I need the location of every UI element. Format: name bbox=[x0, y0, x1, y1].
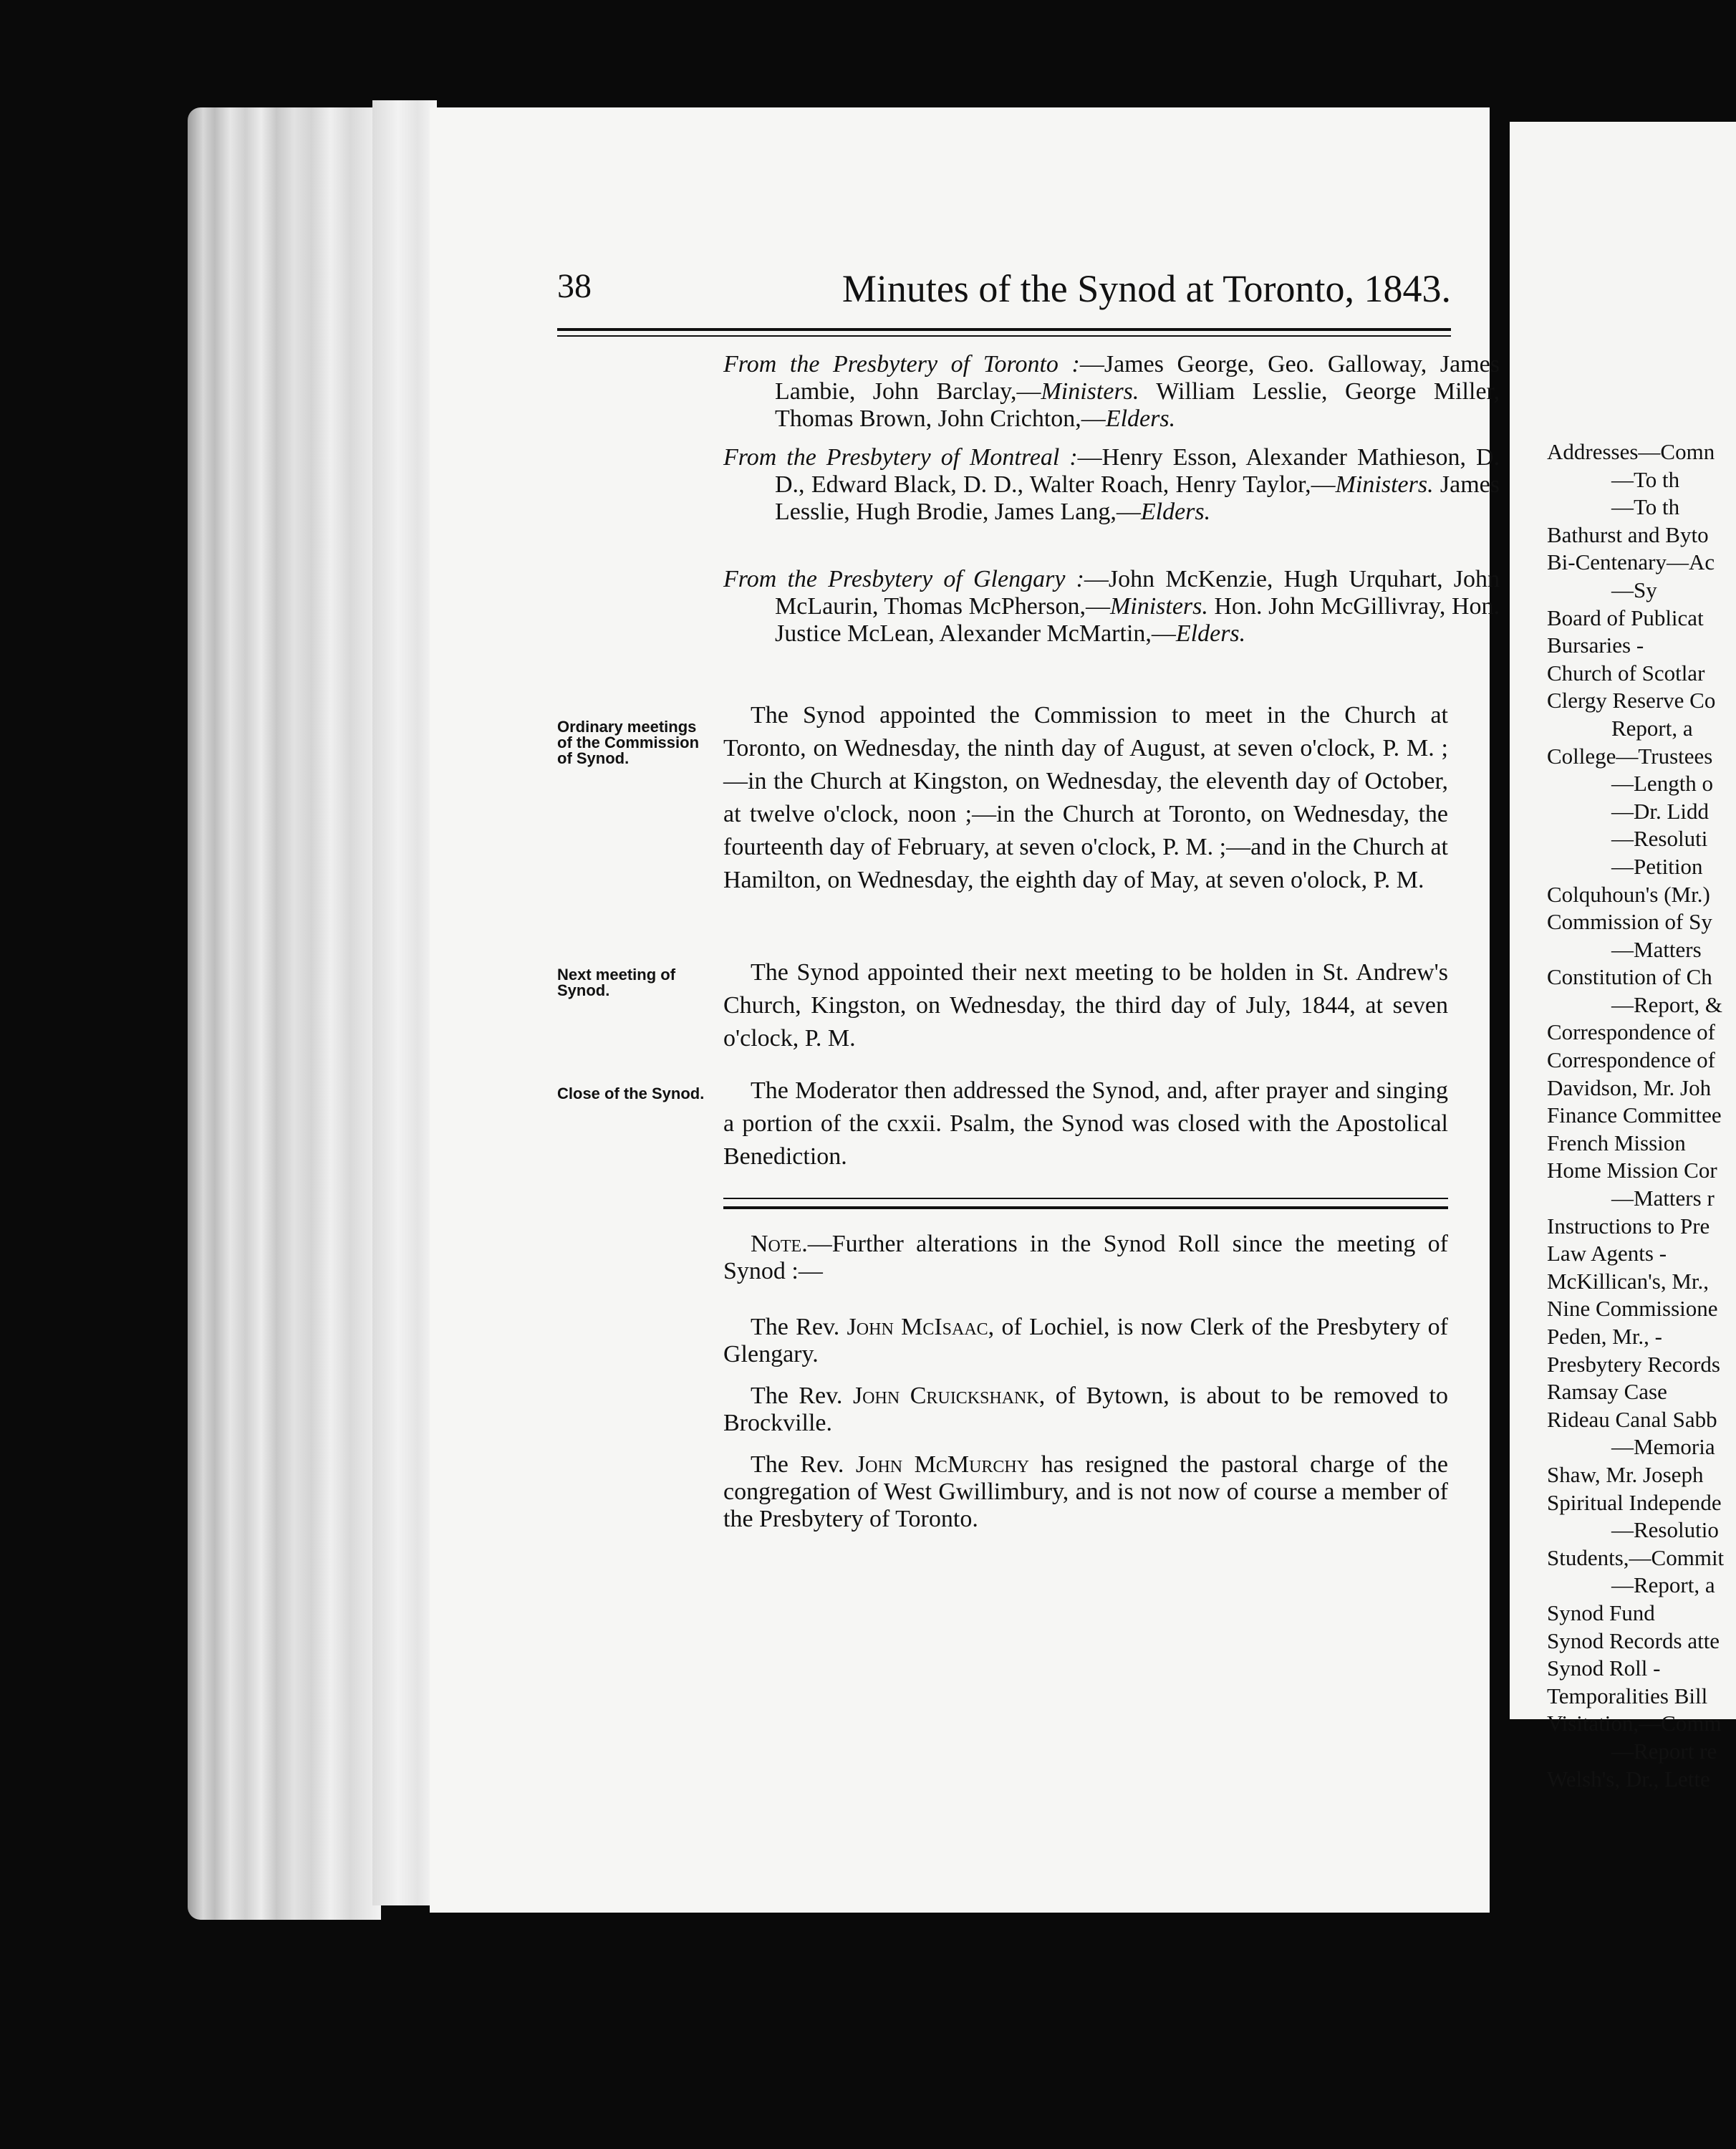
index-entry: Church of Scotlar bbox=[1547, 660, 1705, 686]
index-entry: —Resolutio bbox=[1611, 1517, 1719, 1543]
presbytery-toronto: From the Presbytery of Toronto :—James George, Geo. Galloway, James Lambie, John Barclay,—Ministers. William Lesslie, George Miller, Thomas Brown, John Crichton,—Elders. bbox=[723, 351, 1500, 432]
index-entry: —Petition bbox=[1611, 853, 1703, 879]
index-entry: Clergy Reserve Co bbox=[1547, 688, 1716, 713]
marginal-note-commission: Ordinary meetings of the Commission of Synod. bbox=[557, 718, 700, 767]
index-entry: —Report, & bbox=[1611, 991, 1722, 1017]
index-entry: Davidson, Mr. Joh bbox=[1547, 1074, 1712, 1100]
close-of-synod-paragraph: The Moderator then addressed the Synod, and, after prayer and singing a portion of the cxxii. Psalm, the Synod was closed with the Apostolical Benediction. bbox=[723, 1077, 1448, 1170]
presbytery-montreal: From the Presbytery of Montreal :—Henry Esson, Alexander Mathieson, D. D., Edward Black, D. D., Walter Roach, Henry Taylor,—Ministers. James Lesslie, Hugh Brodie, James Lang,—Elders. bbox=[723, 444, 1500, 525]
index-entry: Instructions to Pre bbox=[1547, 1213, 1710, 1239]
next-meeting-paragraph: The Synod appointed their next meeting to be holden in St. Andrew's Church, Kingston, on Wednesday, the third day of July, 1844, at seven o'clock, P. M. bbox=[723, 959, 1448, 1052]
index-entry: Colquhoun's (Mr.) bbox=[1547, 881, 1710, 907]
index-entry: Commission of Sy bbox=[1547, 909, 1712, 935]
index-entry: College—Trustees bbox=[1547, 743, 1713, 769]
index-entry: —Report, a bbox=[1611, 1572, 1715, 1598]
header-rule bbox=[557, 328, 1451, 331]
index-entry: Bathurst and Byto bbox=[1547, 521, 1709, 547]
running-title: Minutes of the Synod at Toronto, 1843. bbox=[842, 267, 1451, 310]
index-entry: —To th bbox=[1611, 494, 1680, 520]
index-entry: Rideau Canal Sabb bbox=[1547, 1406, 1717, 1432]
index-entry: Report, a bbox=[1611, 715, 1693, 741]
section-rule-bottom bbox=[723, 1206, 1448, 1209]
index-entry: —Matters bbox=[1611, 936, 1702, 962]
index-entry: —Resoluti bbox=[1611, 826, 1708, 852]
index-entry: —Sy bbox=[1611, 577, 1657, 602]
index-entry: Ramsay Case bbox=[1547, 1379, 1667, 1405]
commission-meetings-paragraph: The Synod appointed the Commission to meet in the Church at Toronto, on Wednesday, the ninth day of August, at seven o'clock, P. M. ;—in the Church at Kingston, on Wednesday, the eleventh day of October, at twelve o'clock, noon ;—in the Church at Toronto, on Wednesday, the fourteenth day of February, at seven o'clock, P. M. ;—and in the Church at Hamilton, on Wednesday, the eighth day of May, at seven o'olock, P. M. bbox=[723, 702, 1448, 893]
index-entry: Correspondence of bbox=[1547, 1047, 1715, 1073]
index-list bbox=[1547, 438, 1733, 1793]
index-entry: —To th bbox=[1611, 466, 1680, 492]
index-entry: Constitution of Ch bbox=[1547, 964, 1712, 990]
index-entry: Correspondence of bbox=[1547, 1019, 1715, 1045]
index-entry: Students,—Commit bbox=[1547, 1544, 1725, 1570]
index-entry: —Memoria bbox=[1611, 1434, 1715, 1460]
index-entry: —Report re bbox=[1611, 1738, 1717, 1764]
page-number: 38 bbox=[557, 267, 592, 305]
marginal-note-next-meeting: Next meeting of Synod. bbox=[557, 966, 676, 999]
note-intro: Note.—Further alterations in the Synod Roll since the meeting of Synod :— bbox=[723, 1231, 1448, 1284]
book-block-edge bbox=[188, 107, 381, 1920]
index-entry: Bi-Centenary—Ac bbox=[1547, 549, 1715, 575]
index-entry: Addresses—Comn bbox=[1547, 439, 1715, 464]
index-entry: Bursaries - bbox=[1547, 633, 1644, 658]
index-entry: Presbytery Records bbox=[1547, 1351, 1720, 1377]
index-entry: Nine Commissione bbox=[1547, 1296, 1718, 1322]
index-entry: Synod Records atte bbox=[1547, 1628, 1720, 1653]
note-item: The Rev. John McIsaac, of Lochiel, is now Clerk of the Presbytery of Glengary. bbox=[723, 1314, 1449, 1367]
index-entry: Home Mission Cor bbox=[1547, 1158, 1717, 1183]
index-entry: —Length o bbox=[1611, 771, 1714, 797]
header-rule-thin bbox=[557, 335, 1451, 337]
index-entry: Synod Fund bbox=[1547, 1600, 1655, 1625]
index-entry: Shaw, Mr. Joseph bbox=[1547, 1461, 1704, 1487]
index-entry: Finance Committee bbox=[1547, 1102, 1722, 1128]
index-entry: Spiritual Independe bbox=[1547, 1489, 1722, 1515]
index-entry: —Dr. Lidd bbox=[1611, 798, 1710, 824]
index-entry: Peden, Mr., - bbox=[1547, 1324, 1663, 1349]
note-item: The Rev. John McMurchy has resigned the pastoral charge of the congregation of West Gwillimbury, and is not now of course a member of the Presbytery of Toronto. bbox=[723, 1451, 1448, 1532]
index-entry: Synod Roll - bbox=[1547, 1655, 1661, 1681]
index-entry: French Mission bbox=[1547, 1130, 1686, 1155]
section-rule-top bbox=[723, 1198, 1448, 1199]
index-entry: —Matters r bbox=[1611, 1186, 1715, 1211]
page-header bbox=[557, 266, 1451, 309]
page-stack-edge bbox=[372, 100, 437, 1905]
presbytery-glengary: From the Presbytery of Glengary :—John McKenzie, Hugh Urquhart, John McLaurin, Thomas McPherson,—Ministers. Hon. John McGillivray, Hon. Justice McLean, Alexander McMartin,—Elders. bbox=[723, 566, 1500, 647]
note-item: The Rev. John Cruickshank, of Bytown, is about to be removed to Brockville. bbox=[723, 1383, 1448, 1436]
index-entry: Law Agents - bbox=[1547, 1241, 1667, 1266]
index-entry: Temporalities Bill bbox=[1547, 1683, 1708, 1708]
index-entry: McKillican's, Mr., bbox=[1547, 1268, 1710, 1294]
index-entry: Welsh's, Dr., Lette bbox=[1547, 1766, 1710, 1792]
index-entry: Visitation,—Comm bbox=[1547, 1711, 1722, 1736]
index-entry: Board of Publicat bbox=[1547, 605, 1704, 630]
marginal-note-close: Close of the Synod. bbox=[557, 1085, 705, 1102]
